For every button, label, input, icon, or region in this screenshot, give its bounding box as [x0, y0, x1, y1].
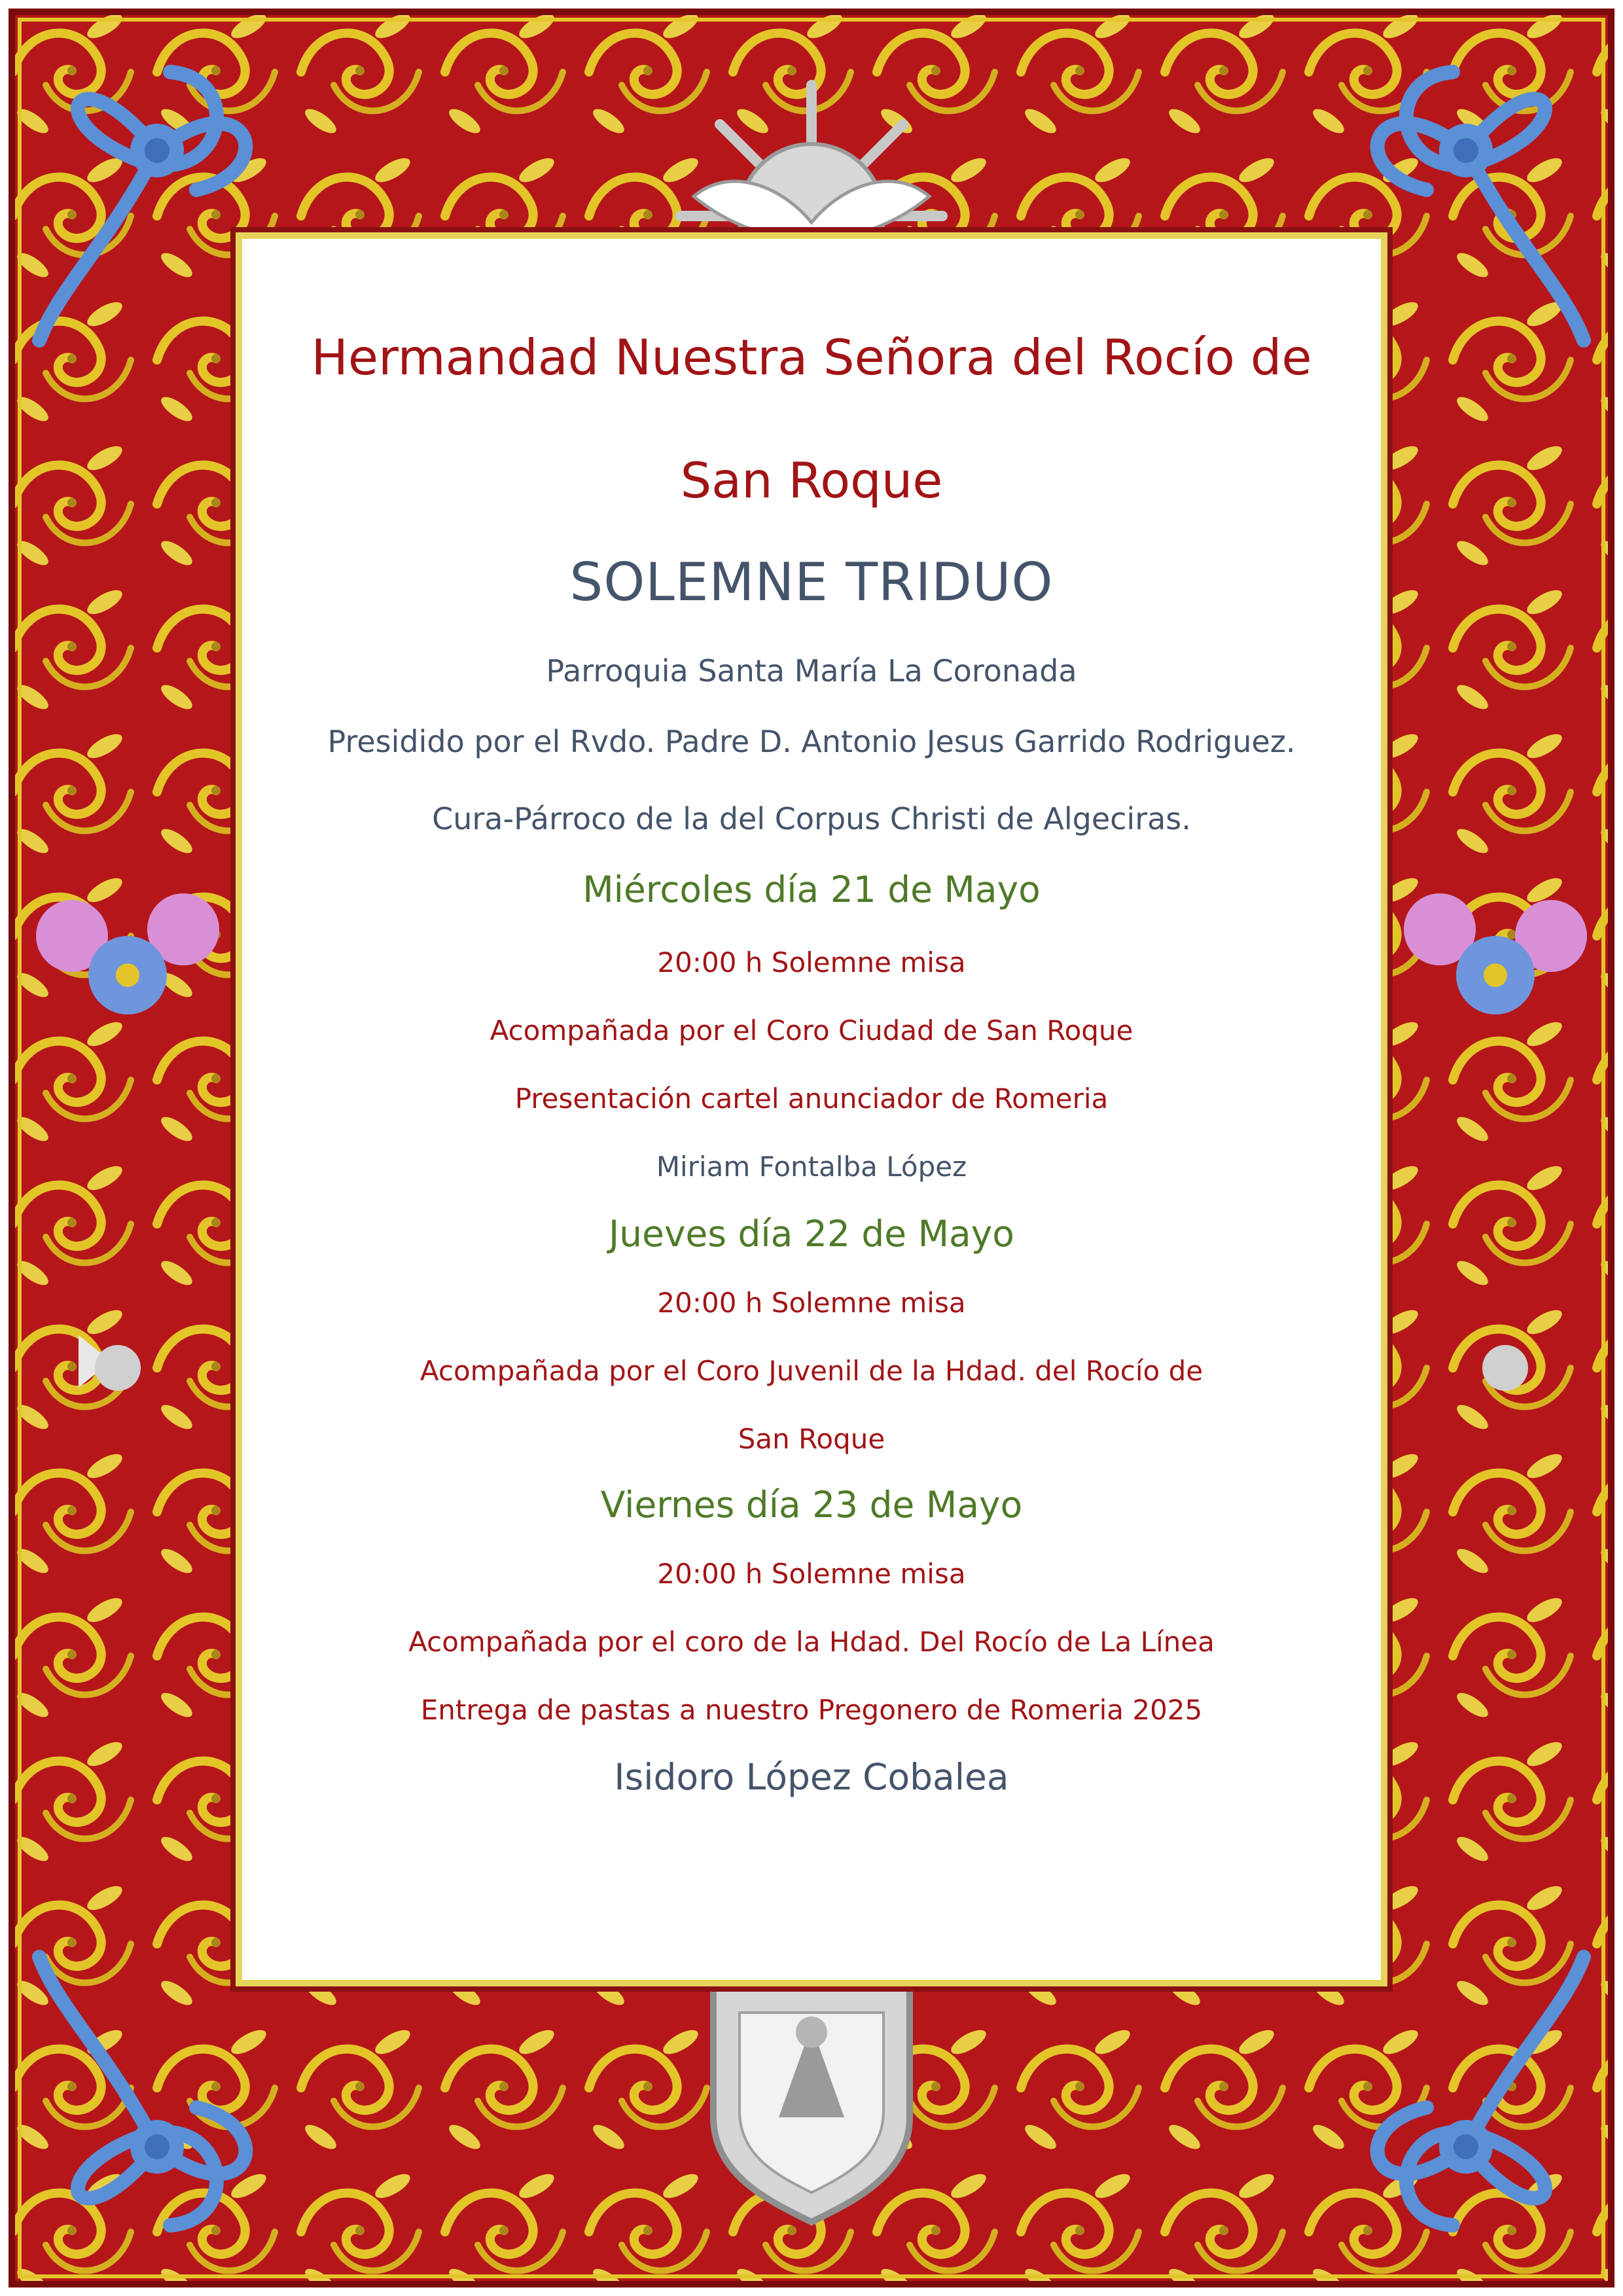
day-heading-2: Jueves día 22 de Mayo: [609, 1213, 1014, 1255]
day-heading-3: Viernes día 23 de Mayo: [600, 1484, 1023, 1526]
day-3-person: Isidoro López Cobalea: [614, 1756, 1009, 1798]
day-2-mass: 20:00 h Solemne misa: [657, 1287, 966, 1319]
day-3-choir: Acompañada por el coro de la Hdad. Del Rocío de La Línea: [408, 1626, 1215, 1658]
priest-role: Cura-Párroco de la del Corpus Christi de Algeciras.: [432, 801, 1191, 836]
day-2-choir-line-1: Acompañada por el Coro Juvenil de la Hdad. del Rocío de: [419, 1355, 1204, 1387]
subtitle: SOLEMNE TRIDUO: [569, 552, 1054, 613]
day-2-choir-line-2: San Roque: [738, 1423, 885, 1455]
day-1-extra: Presentación cartel anunciador de Romeria: [514, 1083, 1109, 1115]
title-line-1: Hermandad Nuestra Señora del Rocío de: [311, 329, 1312, 386]
parish-name: Parroquia Santa María La Coronada: [546, 653, 1077, 689]
title-line-2: San Roque: [680, 452, 943, 509]
day-3-mass: 20:00 h Solemne misa: [657, 1558, 966, 1590]
day-3-extra: Entrega de pastas a nuestro Pregonero de Romeria 2025: [420, 1694, 1203, 1726]
day-heading-1: Miércoles día 21 de Mayo: [582, 869, 1041, 910]
presided-by: Presidido por el Rvdo. Padre D. Antonio Jesus Garrido Rodriguez.: [327, 724, 1296, 759]
day-1-choir: Acompañada por el Coro Ciudad de San Roque: [490, 1014, 1133, 1047]
day-1-person: Miriam Fontalba López: [656, 1151, 967, 1183]
day-1-mass: 20:00 h Solemne misa: [657, 946, 966, 978]
poster-text: [242, 327, 1381, 1800]
